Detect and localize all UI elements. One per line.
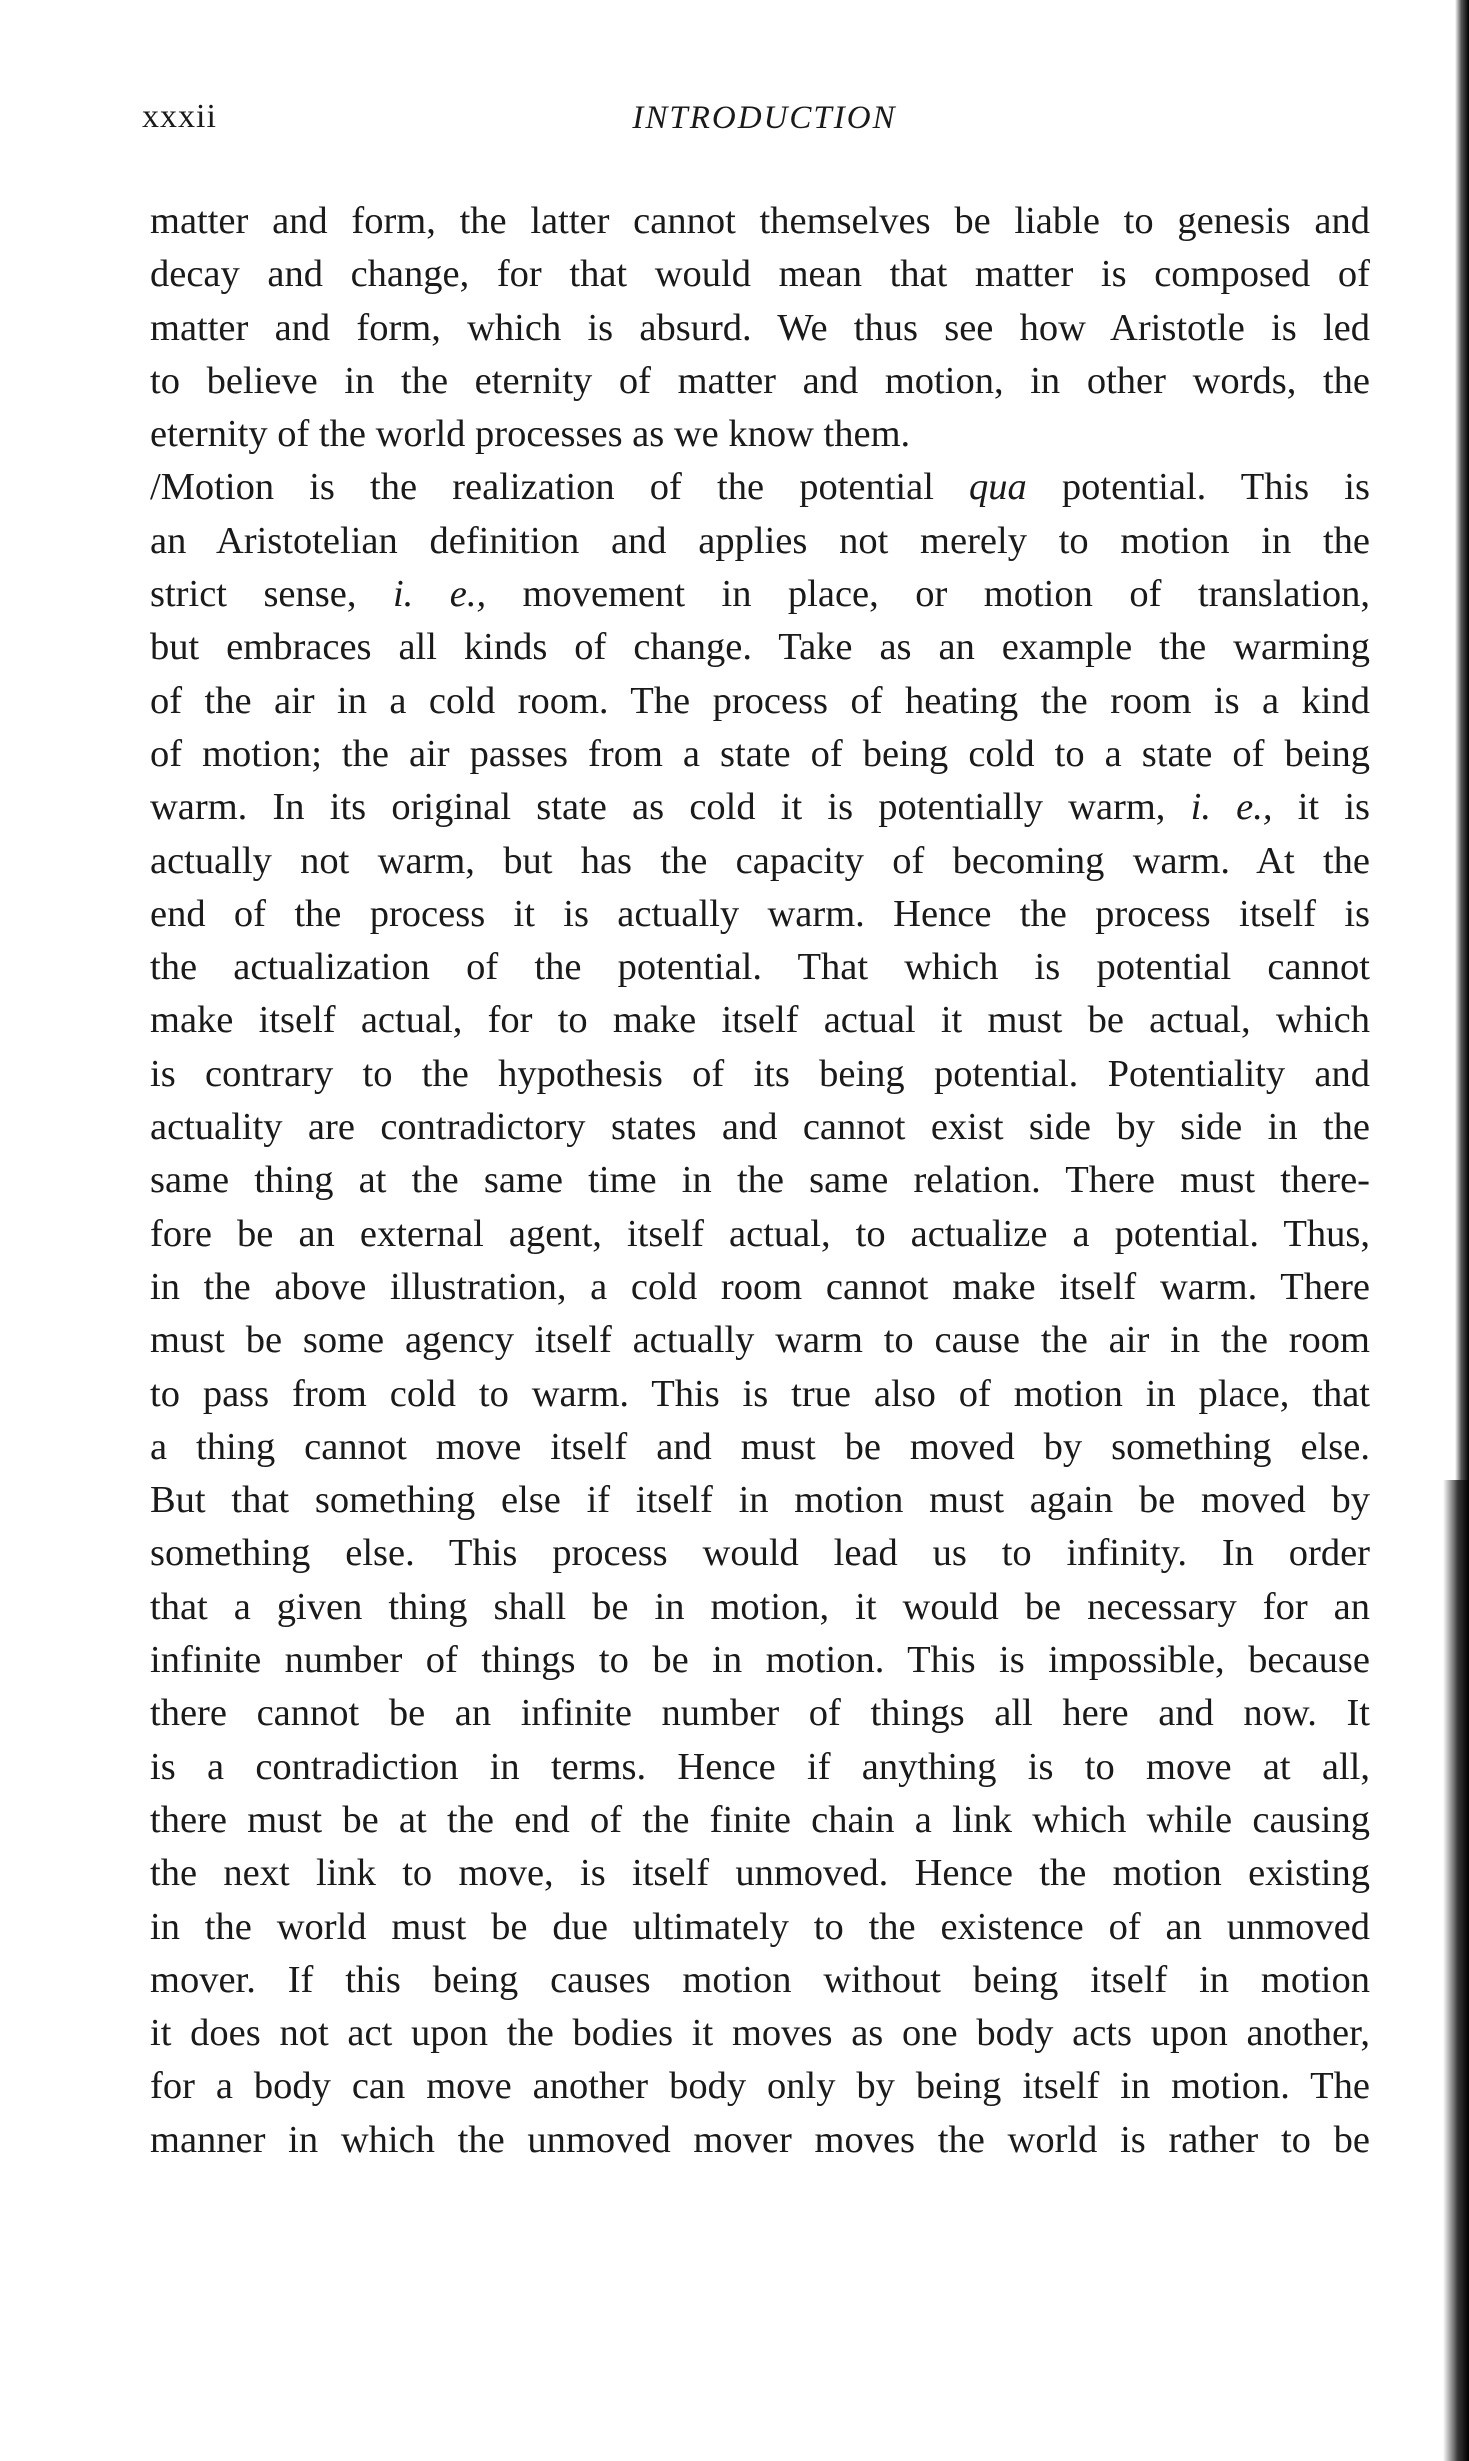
text-line: mover. If this being causes motion without being itself in motion	[150, 1958, 1370, 2001]
text-line: eternity of the world processes as we know them.	[150, 413, 911, 456]
text-line: is contrary to the hypothesis of its being potential. Potentiality and	[150, 1052, 1370, 1095]
text-line: a thing cannot move itself and must be moved by something else.	[150, 1425, 1370, 1468]
text-line: that a given thing shall be in motion, it would be necessary for an	[150, 1585, 1370, 1628]
text-segment: warm. In its original state as cold it is potentially warm,	[150, 786, 1166, 829]
text-line: matter and form, the latter cannot themselves be liable to genesis and	[150, 200, 1370, 242]
text-line: make itself actual, for to make itself actual it must be actual, which	[150, 999, 1370, 1042]
text-line: same thing at the same time in the same relation. There must there-	[150, 1159, 1370, 1202]
text-line: but embraces all kinds of change. Take as an example the warming	[150, 626, 1370, 669]
text-segment: strict sense,	[150, 573, 357, 616]
page-number: xxxii	[142, 98, 217, 135]
text-line: an Aristotelian definition and applies not merely to motion in the	[150, 519, 1370, 562]
text-line: there must be at the end of the finite chain a link which while causing	[150, 1798, 1370, 1841]
italic-term: i. e.,	[392, 573, 487, 616]
italic-term: i. e.,	[1190, 786, 1273, 829]
text-line: end of the process it is actually warm. Hence the process itself is	[150, 892, 1370, 935]
text-line: something else. This process would lead us to infinity. In order	[150, 1532, 1370, 1575]
text-line: But that something else if itself in motion must again be moved by	[150, 1479, 1370, 1522]
text-segment: it is	[1272, 786, 1370, 829]
italic-term: qua	[969, 466, 1027, 509]
text-line: manner in which the unmoved mover moves the world is rather to be	[150, 2118, 1370, 2161]
body-text	[150, 195, 1370, 2167]
text-line	[150, 461, 1370, 514]
text-segment: Motion is the realization of the potential	[160, 466, 934, 509]
text-line	[150, 781, 1370, 834]
running-title: INTRODUCTION	[632, 100, 897, 136]
text-line: is a contradiction in terms. Hence if anything is to move at all,	[150, 1745, 1370, 1788]
text-line: for a body can move another body only by being itself in motion. The	[150, 2065, 1370, 2108]
text-line: there cannot be an infinite number of things all here and now. It	[150, 1692, 1370, 1735]
paragraph-mark: /	[150, 466, 161, 509]
text-line: fore be an external agent, itself actual, to actualize a potential. Thus,	[150, 1212, 1370, 1255]
text-line: infinite number of things to be in motion. This is impossible, because	[150, 1639, 1370, 1682]
text-line: the next link to move, is itself unmoved. Hence the motion existing	[150, 1852, 1370, 1895]
text-line: matter and form, which is absurd. We thus see how Aristotle is led	[150, 306, 1370, 349]
text-line: of the air in a cold room. The process of heating the room is a kind	[150, 679, 1370, 722]
text-line: to pass from cold to warm. This is true also of motion in place, that	[150, 1372, 1370, 1415]
text-segment: potential. This is	[1026, 466, 1370, 509]
text-line: actually not warm, but has the capacity of becoming warm. At the	[150, 839, 1370, 882]
text-line: of motion; the air passes from a state of being cold to a state of being	[150, 732, 1370, 775]
scan-edge-shadow-lower	[1443, 1480, 1469, 2461]
text-line: it does not act upon the bodies it moves as one body acts upon another,	[150, 2012, 1370, 2055]
text-line: decay and change, for that would mean that matter is composed of	[150, 253, 1370, 296]
text-line: in the world must be due ultimately to the existence of an unmoved	[150, 1905, 1370, 1948]
text-line: actuality are contradictory states and cannot exist side by side in the	[150, 1106, 1370, 1149]
text-line	[150, 568, 1370, 621]
text-segment: movement in place, or motion of translation,	[486, 573, 1371, 616]
text-line: the actualization of the potential. That which is potential cannot	[150, 946, 1370, 989]
text-line: in the above illustration, a cold room cannot make itself warm. There	[150, 1265, 1370, 1308]
text-line: to believe in the eternity of matter and motion, in other words, the	[150, 359, 1370, 402]
text-line: must be some agency itself actually warm to cause the air in the room	[150, 1319, 1370, 1362]
